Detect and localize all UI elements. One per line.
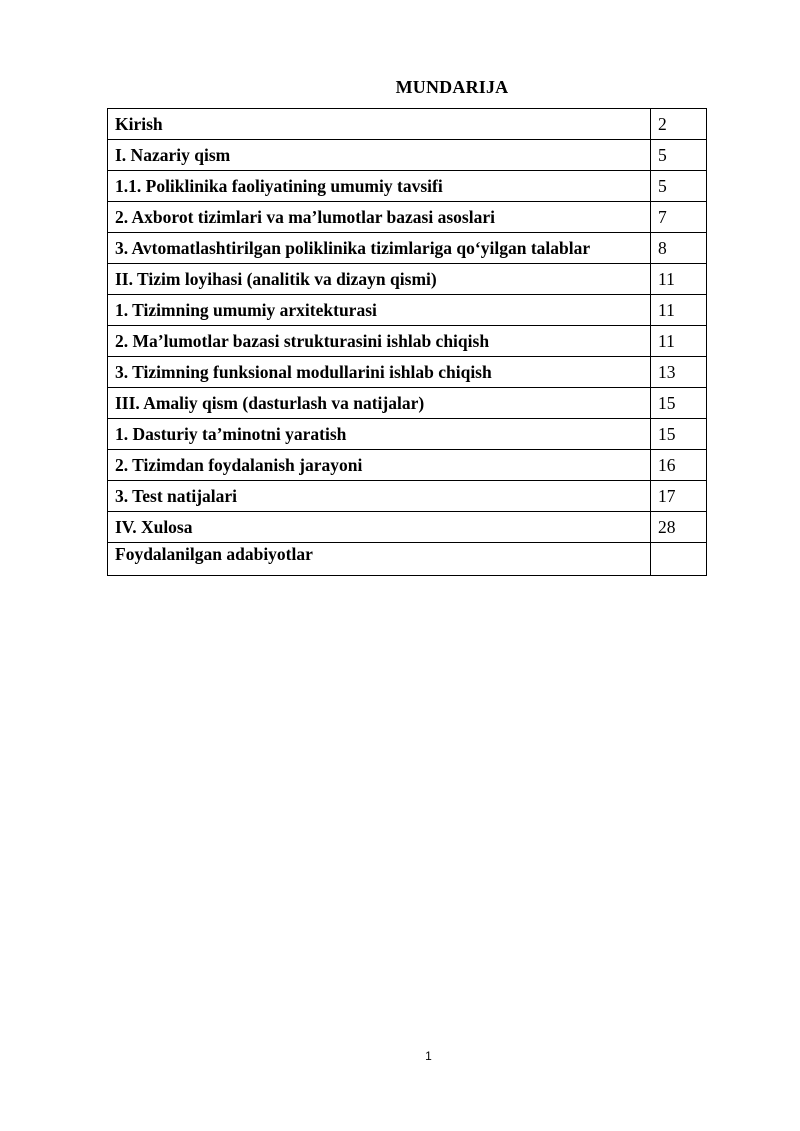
toc-entry-page: 11 — [651, 295, 707, 326]
table-row — [108, 171, 707, 202]
table-row — [108, 481, 707, 512]
toc-entry-page: 7 — [651, 202, 707, 233]
table-row — [108, 512, 707, 543]
table-row — [108, 388, 707, 419]
toc-entry-title: Kirish — [108, 109, 651, 140]
page-title: MUNDARIJA — [395, 77, 509, 97]
toc-entry-page: 15 — [651, 388, 707, 419]
table-of-contents — [107, 108, 707, 576]
table-row — [108, 450, 707, 481]
toc-entry-title: 1.1. Poliklinika faoliyatining umumiy tavsifi — [108, 171, 651, 202]
toc-entry-title: 2. Tizimdan foydalanish jarayoni — [108, 450, 651, 481]
table-row — [108, 543, 707, 576]
toc-entry-title: Foydalanilgan adabiyotlar — [108, 543, 651, 576]
toc-entry-title: 3. Test natijalari — [108, 481, 651, 512]
toc-entry-page: 5 — [651, 171, 707, 202]
toc-entry-title: 1. Tizimning umumiy arxitekturasi — [108, 295, 651, 326]
table-row — [108, 233, 707, 264]
table-row — [108, 295, 707, 326]
toc-entry-page: 5 — [651, 140, 707, 171]
toc-entry-title: 2. Ma’lumotlar bazasi strukturasini ishlab chiqish — [108, 326, 651, 357]
toc-entry-page: 2 — [651, 109, 707, 140]
toc-entry-title: III. Amaliy qism (dasturlash va natijalar) — [108, 388, 651, 419]
toc-entry-page: 8 — [651, 233, 707, 264]
table-row — [108, 109, 707, 140]
table-row — [108, 419, 707, 450]
toc-entry-title: 2. Axborot tizimlari va ma’lumotlar bazasi asoslari — [108, 202, 651, 233]
toc-entry-title: 3. Avtomatlashtirilgan poliklinika tizimlariga qo‘yilgan talablar — [108, 233, 651, 264]
toc-entry-page — [651, 543, 707, 576]
table-row — [108, 202, 707, 233]
toc-entry-title: II. Tizim loyihasi (analitik va dizayn qismi) — [108, 264, 651, 295]
toc-entry-page: 11 — [651, 326, 707, 357]
toc-entry-title: IV. Xulosa — [108, 512, 651, 543]
toc-entry-title: I. Nazariy qism — [108, 140, 651, 171]
page-number: 1 — [425, 1049, 432, 1063]
toc-entry-page: 17 — [651, 481, 707, 512]
table-row — [108, 357, 707, 388]
toc-entry-page: 11 — [651, 264, 707, 295]
table-row — [108, 264, 707, 295]
table-row — [108, 326, 707, 357]
toc-entry-page: 15 — [651, 419, 707, 450]
toc-entry-page: 28 — [651, 512, 707, 543]
toc-entry-page: 16 — [651, 450, 707, 481]
toc-entry-page: 13 — [651, 357, 707, 388]
table-row — [108, 140, 707, 171]
toc-entry-title: 3. Tizimning funksional modullarini ishlab chiqish — [108, 357, 651, 388]
toc-entry-title: 1. Dasturiy ta’minotni yaratish — [108, 419, 651, 450]
